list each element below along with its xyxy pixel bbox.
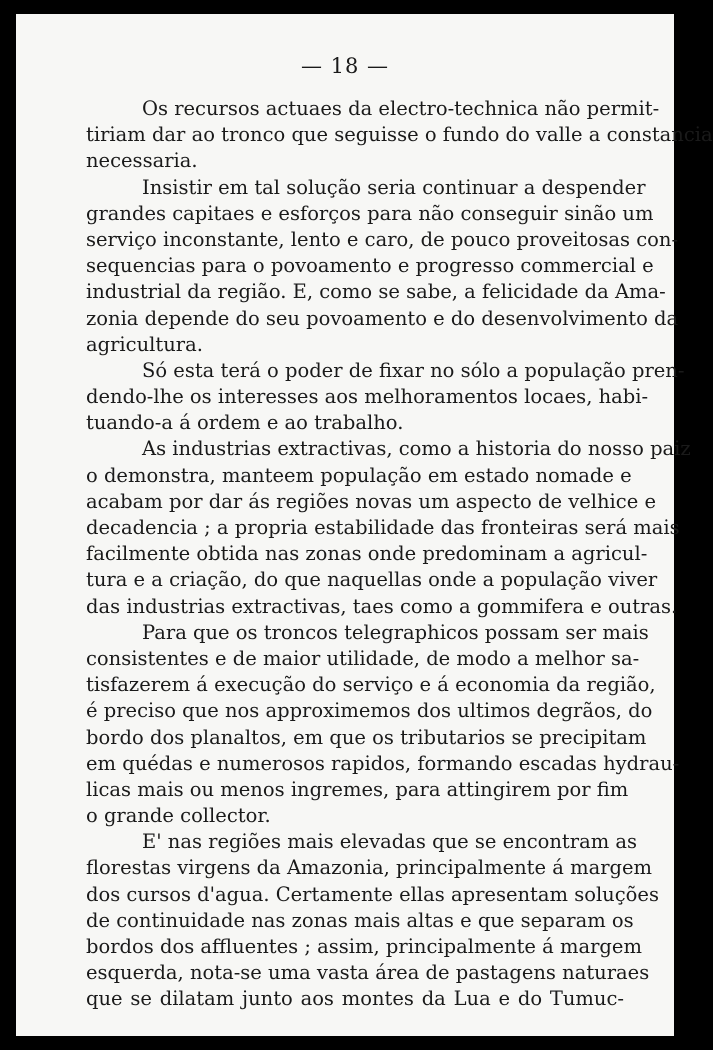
text-line: grandes capitaes e esforços para não conseguir sinão um <box>86 201 654 225</box>
paragraph <box>86 436 691 619</box>
text-line: decadencia ; a propria estabilidade das fronteiras será mais <box>86 516 680 539</box>
text-line: bordos dos affluentes ; assim, principalmente á margem <box>86 935 642 958</box>
text-line: o demonstra, manteem população em estado nomade e <box>86 463 632 487</box>
paragraph <box>86 358 685 437</box>
text-line: Insistir em tal solução seria continuar a despender <box>142 175 646 199</box>
paragraph <box>86 829 659 1012</box>
text-line: Só esta terá o poder de fixar no sólo a população pren- <box>142 358 685 382</box>
text-line: tisfazerem á execução do serviço e á economia da região, <box>86 673 656 697</box>
text-line: consistentes e de maior utilidade, de modo a melhor sa- <box>86 646 640 670</box>
body-text <box>86 96 713 1013</box>
text-line: E' nas regiões mais elevadas que se encontram as <box>142 830 638 854</box>
text-line: Os recursos actuaes da electro-technica não permit- <box>142 97 660 120</box>
text-line: bordo dos planaltos, em que os tributarios se precipitam <box>86 725 647 749</box>
text-line: industrial da região. E, como se sabe, a felicidade da Ama- <box>86 280 666 304</box>
text-line: dos cursos d'agua. Certamente ellas apresentam soluções <box>86 882 659 906</box>
text-line: licas mais ou menos ingremes, para attingirem por fim <box>86 777 629 801</box>
text-line: em quédas e numerosos rapidos, formando escadas hydrau- <box>86 751 680 775</box>
text-line: esquerda, nota-se uma vasta área de pastagens naturaes <box>86 961 650 985</box>
paragraph <box>86 175 679 358</box>
text-line: serviço inconstante, lento e caro, de pouco proveitosas con- <box>86 227 679 251</box>
text-line: é preciso que nos approximemos dos ultimos degrãos, do <box>86 699 653 723</box>
text-line: o grande collector. <box>86 804 271 828</box>
paragraph <box>86 620 680 830</box>
page-number: — 18 — <box>300 54 390 78</box>
text-line: acabam por dar ás regiões novas um aspecto de velhice e <box>86 489 656 513</box>
text-line: facilmente obtida nas zonas onde predominam a agricul- <box>86 542 648 566</box>
text-line: Para que os troncos telegraphicos possam ser mais <box>142 620 649 644</box>
text-line: sequencias para o povoamento e progresso commercial e <box>86 254 654 278</box>
text-line: tura e a criação, do que naquellas onde a população viver <box>86 568 658 592</box>
text-line: de continuidade nas zonas mais altas e que separam os <box>86 908 634 932</box>
text-line: das industrias extractivas, taes como a gommifera e outras. <box>86 594 678 618</box>
text-line: necessaria. <box>86 149 198 173</box>
text-line: dendo-lhe os interesses aos melhoramentos locaes, habi- <box>86 385 649 409</box>
text-line: As industrias extractivas, como a historia do nosso paiz <box>142 437 691 461</box>
text-line: zonia depende do seu povoamento e do desenvolvimento da <box>86 306 679 330</box>
text-line: florestas virgens da Amazonia, principalmente á margem <box>86 856 653 880</box>
text-line: tuando-a á ordem e ao trabalho. <box>86 411 404 435</box>
document-page <box>16 14 713 1036</box>
text-line: tiriam dar ao tronco que seguisse o fundo do valle a constancia <box>86 123 713 147</box>
text-line: agricultura. <box>86 332 203 356</box>
text-line: que se dilatam junto aos montes da Lua e do Tumuc- <box>86 987 624 1011</box>
paragraph <box>86 96 713 175</box>
